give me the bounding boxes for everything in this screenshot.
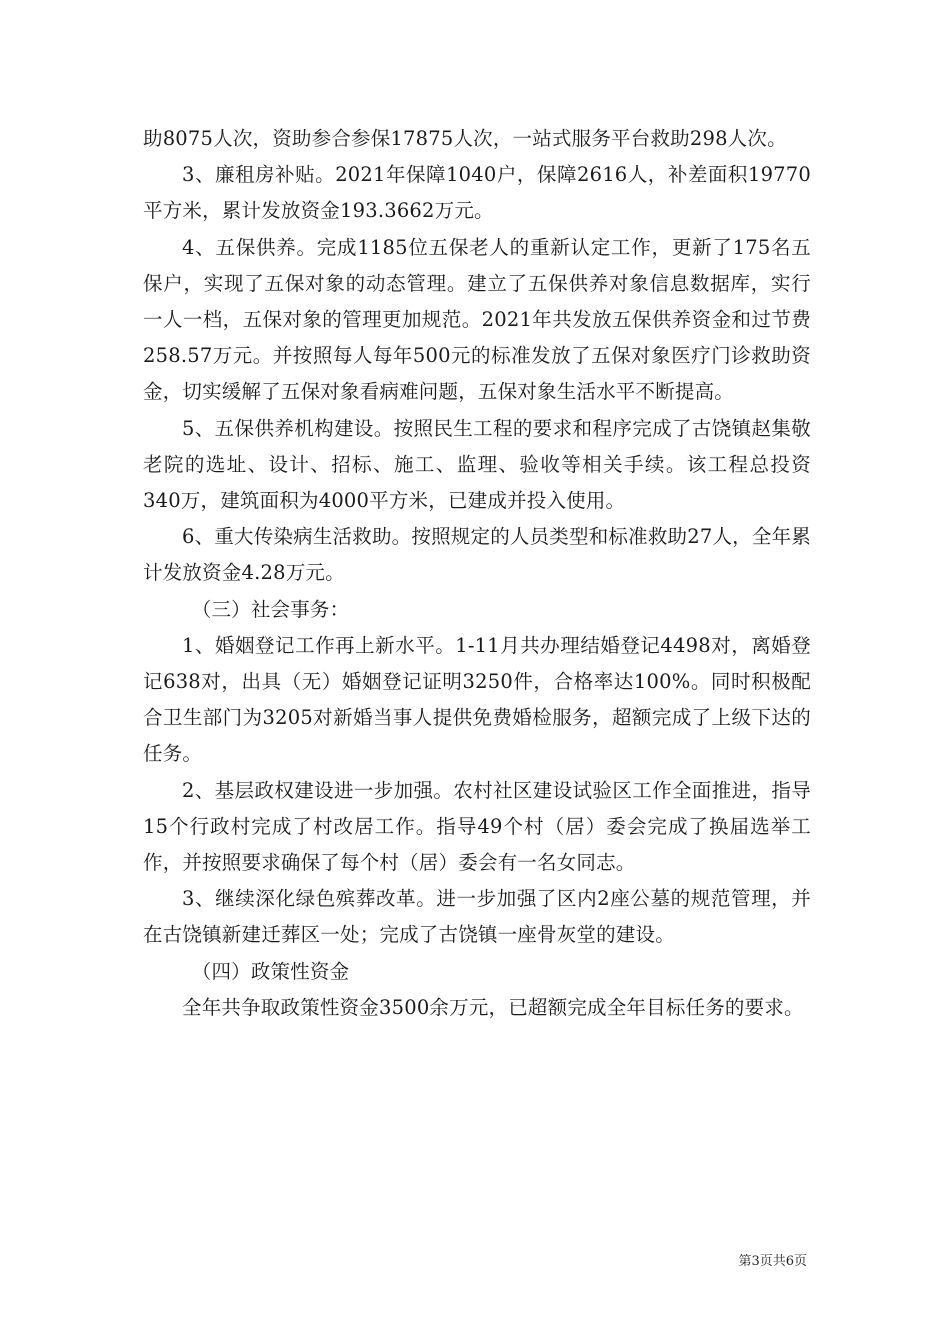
paragraph-institution-construction: 5、五保供养机构建设。按照民生工程的要求和程序完成了古饶镇赵集敬老院的选址、设计、招标、施工、监理、验收等相关手续。该工程总投资340万，建筑面积为4000平方米，已建成并投入使用。 — [143, 416, 811, 513]
page-number-footer: 第3页共6页 — [738, 1254, 807, 1269]
paragraph-continuation: 助8075人次，资助参合参保17875人次，一站式服务平台救助298人次。 — [143, 127, 787, 150]
paragraph-five-guarantees: 4、五保供养。完成1185位五保老人的重新认定工作，更新了175名五保户，实现了五保对象的动态管理。建立了五保供养对象信息数据库，实行一人一档，五保对象的管理更加规范。2021年共发放五保供养资金和过节费258.57万元。并按照每人每年500元的标准发放了五保对象医疗门诊救助资金，切实缓解了五保对象看病难问题，五保对象生活水平不断提高。 — [143, 235, 811, 404]
paragraph-policy-funds: 全年共争取政策性资金3500余万元，已超额完成全年目标任务的要求。 — [182, 995, 804, 1019]
paragraph-grassroots-governance: 2、基层政权建设进一步加强。农村社区建设试验区工作全面推进，指导15个行政村完成了村改居工作。指导49个村（居）委会完成了换届选举工作，并按照要求确保了每个村（居）委会有一名女同志。 — [143, 778, 811, 875]
section-heading-policy-funds: （四）政策性资金 — [191, 959, 350, 983]
document-body — [143, 121, 811, 1026]
paragraph-marriage-registration: 1、婚姻登记工作再上新水平。1-11月共办理结婚登记4498对，离婚登记638对，出具（无）婚姻登记证明3250件，合格率达100%。同时积极配合卫生部门为3205对新婚当事人提供免费婚检服务，超额完成了上级下达的任务。 — [143, 633, 811, 766]
section-heading-social-affairs: （三）社会事务： — [191, 597, 350, 621]
paragraph-infectious-disease-aid: 6、重大传染病生活救助。按照规定的人员类型和标准救助27人，全年累计发放资金4.28万元。 — [143, 525, 811, 585]
paragraph-funeral-reform: 3、继续深化绿色殡葬改革。进一步加强了区内2座公墓的规范管理，并在古饶镇新建迁葬区一处；完成了古饶镇一座骨灰堂的建设。 — [143, 887, 811, 947]
paragraph-lowrent-housing: 3、廉租房补贴。2021年保障1040户，保障2616人，补差面积19770平方米，累计发放资金193.3662万元。 — [143, 163, 811, 223]
